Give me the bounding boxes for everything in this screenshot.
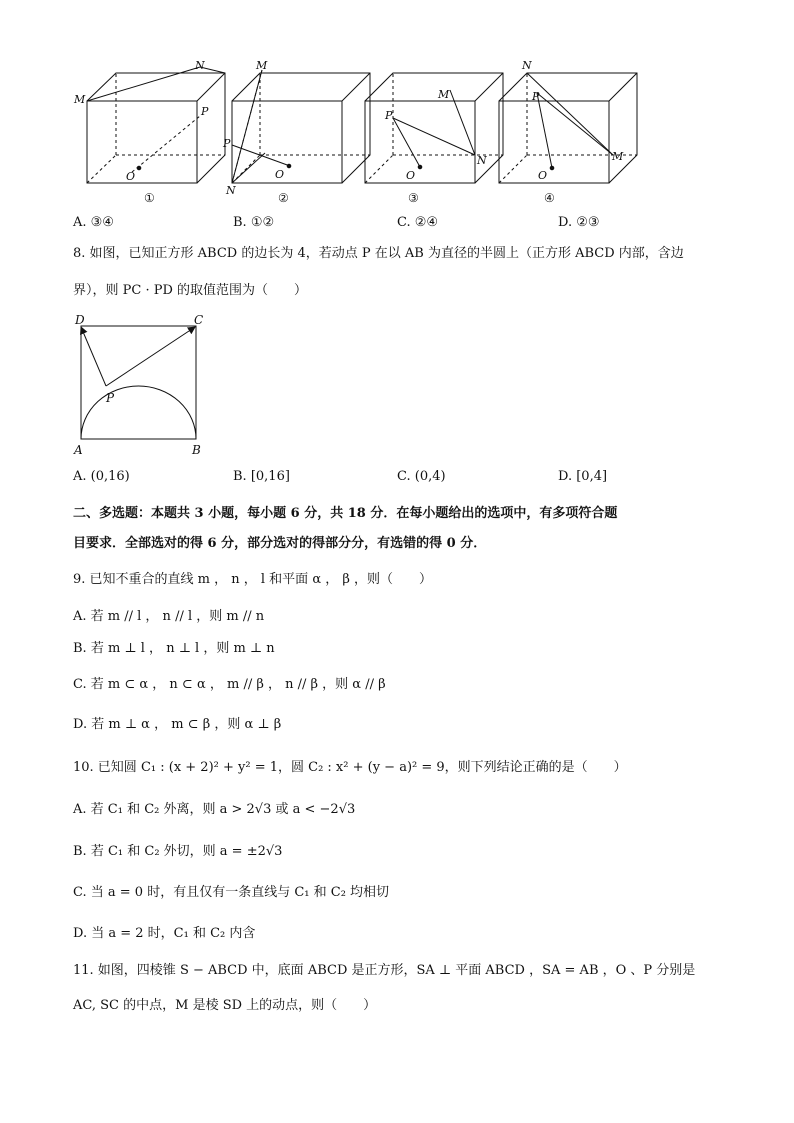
q7-option-b[interactable]: B. ①② (233, 215, 275, 230)
q8-square-figure (68, 308, 218, 458)
cube1-label-p: P (201, 105, 209, 118)
q8-label-d: D (75, 313, 85, 327)
q7-cube-figures (60, 58, 640, 213)
q8-label-a: A (74, 443, 83, 457)
section2-header-line1: 二、多选题：本题共 3 小题，每小题 6 分，共 18 分．在每小题给出的选项中，有多项符合题 (73, 506, 618, 521)
cube-figure-2 (222, 59, 370, 205)
q10-option-a[interactable]: A. 若 C₁ 和 C₂ 外离，则 a > 2√3 或 a < −2√3 (73, 802, 356, 817)
q11-stem-line1: 11. 如图，四棱锥 S − ABCD 中，底面 ABCD 是正方形，SA ⊥ 平面 ABCD ，SA = AB ，O 、P 分别是 (73, 963, 696, 978)
cube1-label-o: O (126, 170, 136, 183)
cube2-label-n: N (226, 184, 236, 197)
q8-option-d[interactable]: D. [0,4] (558, 469, 608, 484)
q7-option-d[interactable]: D. ②③ (558, 215, 600, 230)
q8-option-b[interactable]: B. [0,16] (233, 469, 290, 484)
cube1-label-m: M (74, 93, 86, 106)
cube3-label-m: M (438, 88, 450, 101)
cube4-label-n: N (522, 59, 532, 72)
q8-option-c[interactable]: C. (0,4) (397, 469, 446, 484)
q7-option-c[interactable]: C. ②④ (397, 215, 439, 230)
q9-option-c[interactable]: C. 若 m ⊂ α ， n ⊂ α ， m // β ， n // β ，则 α // β (73, 677, 386, 692)
cube3-label-p: P (385, 109, 393, 122)
cube3-caption: ③ (408, 191, 419, 205)
q8-stem-line1: 8. 如图，已知正方形 ABCD 的边长为 4，若动点 P 在以 AB 为直径的半圆上（正方形 ABCD 内部，含边 (73, 246, 684, 261)
q8-label-p: P (106, 391, 115, 405)
cube1-label-n: N (195, 59, 205, 72)
q10-option-d[interactable]: D. 当 a = 2 时，C₁ 和 C₂ 内含 (73, 926, 256, 941)
cube2-label-o: O (275, 168, 285, 181)
q10-option-b[interactable]: B. 若 C₁ 和 C₂ 外切，则 a = ±2√3 (73, 844, 283, 859)
cube1-caption: ① (144, 191, 155, 205)
q8-label-b: B (192, 443, 201, 457)
cube3-label-n: N (477, 154, 487, 167)
q8-label-c: C (194, 313, 204, 327)
cube4-label-o: O (538, 169, 548, 182)
cube4-label-p: P (532, 90, 540, 103)
cube2-label-m: M (256, 59, 268, 72)
q9-option-a[interactable]: A. 若 m // l ， n // l ，则 m // n (73, 609, 265, 624)
cube3-label-o: O (406, 169, 416, 182)
q9-option-b[interactable]: B. 若 m ⊥ l ， n ⊥ l ，则 m ⊥ n (73, 641, 275, 656)
cube-figure-3 (365, 73, 503, 205)
q11-stem-line2: AC, SC 的中点，M 是棱 SD 上的动点，则（ ） (73, 998, 377, 1013)
cube-figure-1 (73, 59, 225, 205)
q8-option-a[interactable]: A. (0,16) (73, 469, 130, 484)
cube4-caption: ④ (544, 191, 555, 205)
q10-option-c[interactable]: C. 当 a = 0 时，有且仅有一条直线与 C₁ 和 C₂ 均相切 (73, 885, 390, 900)
q7-option-a[interactable]: A. ③④ (73, 215, 114, 230)
cube-figure-4 (499, 59, 637, 205)
section2-header-line2: 目要求．全部选对的得 6 分，部分选对的得部分分，有选错的得 0 分． (73, 536, 487, 551)
q10-stem: 10. 已知圆 C₁ : (x + 2)² + y² = 1，圆 C₂ : x² + (y − a)² = 9，则下列结论正确的是（ ） (73, 760, 627, 775)
q9-stem: 9. 已知不重合的直线 m ， n ， l 和平面 α ， β ，则（ ） (73, 572, 433, 587)
cube2-label-p: P (223, 137, 231, 150)
q8-stem-line2: 界），则 PC · PD 的取值范围为（ ） (73, 283, 308, 298)
q9-option-d[interactable]: D. 若 m ⊥ α ， m ⊂ β ，则 α ⊥ β (73, 717, 282, 732)
cube4-label-m: M (612, 150, 624, 163)
cube2-caption: ② (278, 191, 289, 205)
